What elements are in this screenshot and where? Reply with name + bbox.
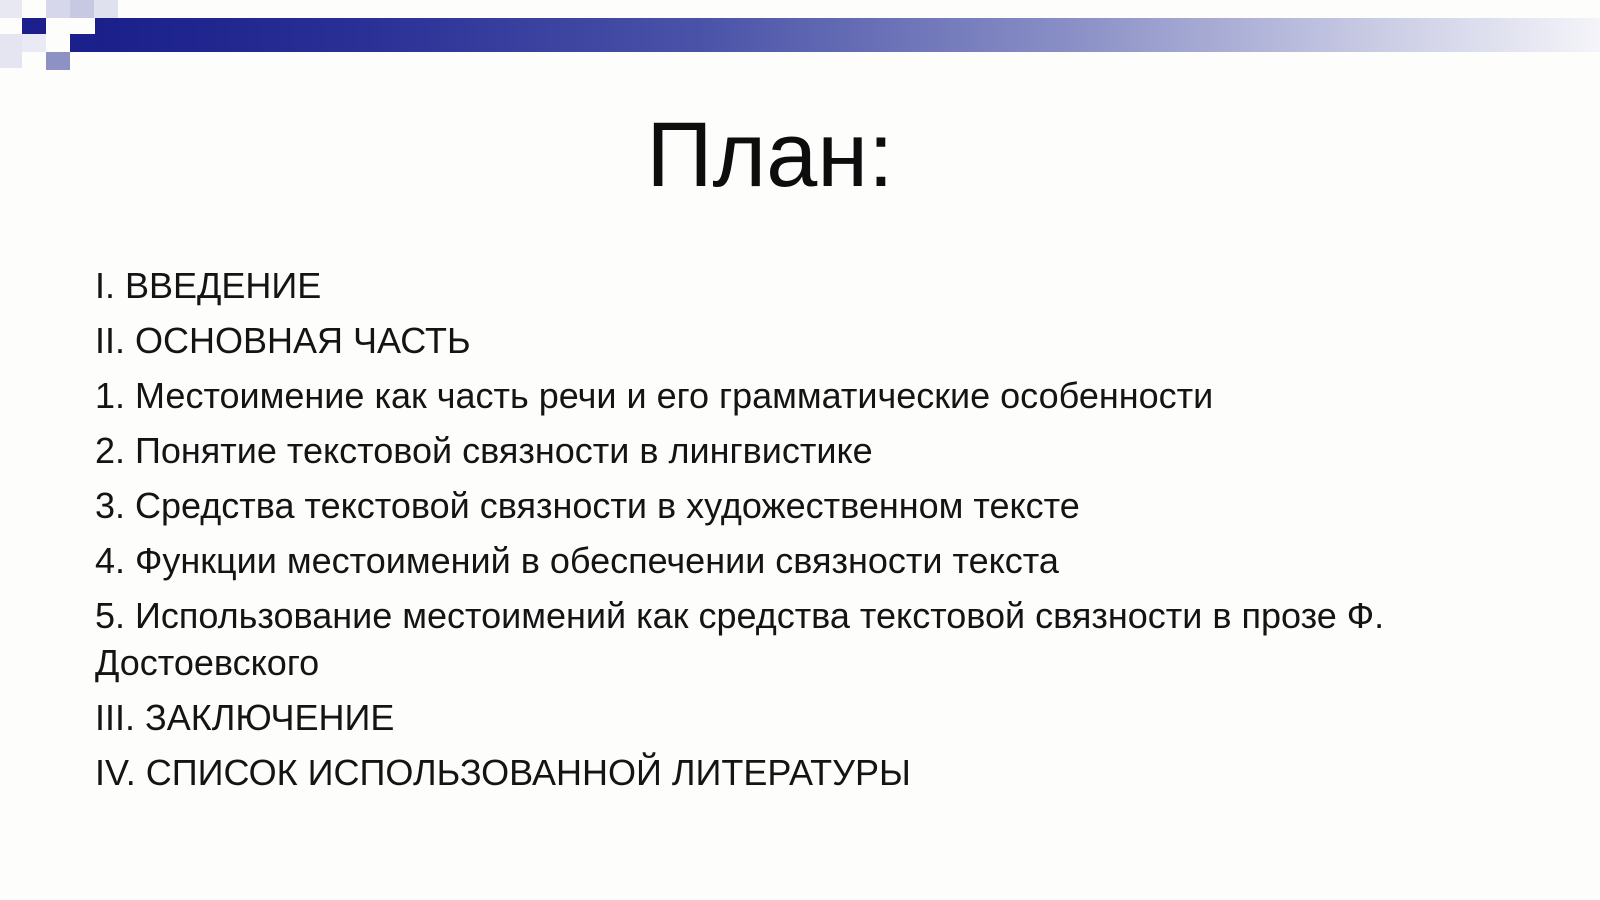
outline-item: III. ЗАКЛЮЧЕНИЕ: [95, 697, 395, 738]
outline-item: 2. Понятие текстовой связности в лингвистике: [95, 430, 873, 471]
outline-list: [95, 262, 1515, 804]
decor-square: [0, 0, 22, 18]
decor-square: [70, 0, 94, 18]
outline-item: 3. Средства текстовой связности в художественном тексте: [95, 485, 1080, 526]
outline-item: 5. Использование местоимений как средства текстовой связности в прозе Ф. Достоевского: [95, 595, 1385, 683]
decor-square: [22, 34, 46, 52]
slide-title: План:: [646, 104, 894, 206]
outline-item: 4. Функции местоимений в обеспечении связности текста: [95, 540, 1059, 581]
outline-item: IV. СПИСОК ИСПОЛЬЗОВАННОЙ ЛИТЕРАТУРЫ: [95, 752, 911, 793]
outline-item: I. ВВЕДЕНИЕ: [95, 265, 322, 306]
decor-square: [70, 34, 95, 52]
decor-square: [46, 0, 70, 18]
decor-square: [22, 18, 46, 34]
decor-square: [0, 34, 22, 68]
decor-square: [94, 0, 118, 18]
outline-item: 1. Местоимение как часть речи и его грамматические особенности: [95, 375, 1214, 416]
decor-square: [46, 52, 70, 70]
outline-item: II. ОСНОВНАЯ ЧАСТЬ: [95, 320, 471, 361]
header-gradient-bar: [95, 18, 1600, 52]
